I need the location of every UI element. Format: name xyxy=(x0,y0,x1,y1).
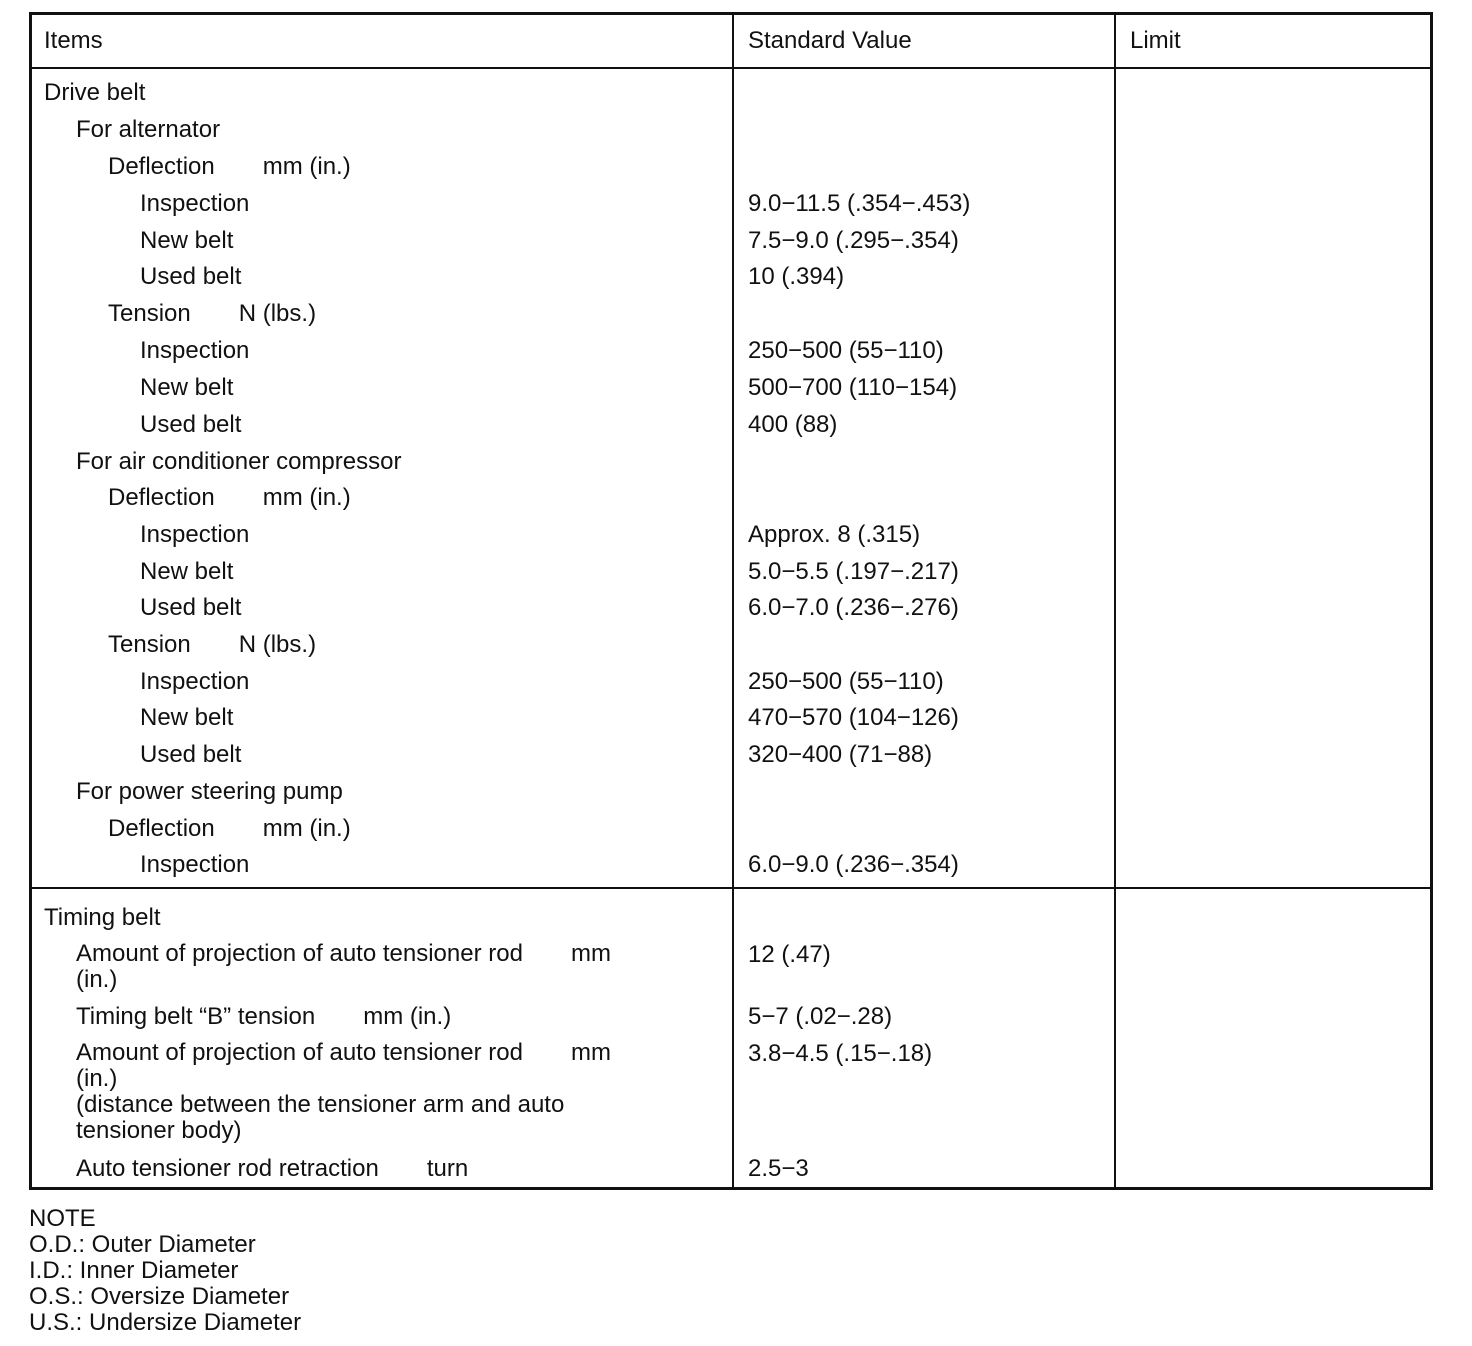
row-label: New belt xyxy=(140,374,234,401)
row-value: 5−7 (.02−.28) xyxy=(748,1003,893,1030)
group-label: Deflection mm (in.) xyxy=(108,815,351,842)
column-divider xyxy=(1114,15,1116,1187)
row-label: Used belt xyxy=(140,594,242,621)
group-label: Deflection mm (in.) xyxy=(108,484,351,511)
note-line: O.D.: Outer Diameter xyxy=(29,1231,256,1258)
row-value: 2.5−3 xyxy=(748,1155,809,1182)
notes xyxy=(29,1206,301,1336)
row-value: 3.8−4.5 (.15−.18) xyxy=(748,1040,933,1067)
note-line: O.S.: Oversize Diameter xyxy=(29,1283,290,1310)
row-label: Used belt xyxy=(140,411,242,438)
row-value: 6.0−7.0 (.236−.276) xyxy=(748,594,959,621)
row-label: New belt xyxy=(140,227,234,254)
section-divider xyxy=(32,887,1430,889)
header-items: Items xyxy=(44,27,103,54)
group-label: Deflection mm (in.) xyxy=(108,153,351,180)
note-line: U.S.: Undersize Diameter xyxy=(29,1309,302,1336)
row-value: 5.0−5.5 (.197−.217) xyxy=(748,558,959,585)
notes-title: NOTE xyxy=(29,1205,96,1232)
subsection-title: For air conditioner compressor xyxy=(76,448,402,475)
row-label: New belt xyxy=(140,558,234,585)
row-label: New belt xyxy=(140,704,234,731)
row-value: Approx. 8 (.315) xyxy=(748,521,921,548)
row-value: 12 (.47) xyxy=(748,941,831,968)
row-label: Inspection xyxy=(140,851,250,878)
row-label: Inspection xyxy=(140,668,250,695)
row-label: Inspection xyxy=(140,337,250,364)
row-value: 250−500 (55−110) xyxy=(748,337,944,364)
row-label: Used belt xyxy=(140,741,242,768)
row-value: 9.0−11.5 (.354−.453) xyxy=(748,190,971,217)
row-label: Used belt xyxy=(140,263,242,290)
column-divider xyxy=(732,15,734,1187)
note-line: I.D.: Inner Diameter xyxy=(29,1257,239,1284)
row-value: 250−500 (55−110) xyxy=(748,668,944,695)
row-value: 7.5−9.0 (.295−.354) xyxy=(748,227,959,254)
row-label: Amount of projection of auto tensioner rod mm (in.) xyxy=(76,940,611,993)
row-value: 320−400 (71−88) xyxy=(748,741,933,768)
row-value: 500−700 (110−154) xyxy=(748,374,958,401)
section-title: Timing belt xyxy=(44,904,161,931)
group-label: Tension N (lbs.) xyxy=(108,631,317,658)
header-divider xyxy=(32,67,1430,69)
header-standard-value: Standard Value xyxy=(748,27,912,54)
spec-table xyxy=(29,12,1433,1190)
header-limit: Limit xyxy=(1130,27,1181,54)
row-label: Inspection xyxy=(140,521,250,548)
row-label: Amount of projection of auto tensioner rod mm (in.) (distance between the tensioner arm and auto tensioner body) xyxy=(76,1039,611,1144)
row-value: 400 (88) xyxy=(748,411,838,438)
row-value: 6.0−9.0 (.236−.354) xyxy=(748,851,959,878)
group-label: Tension N (lbs.) xyxy=(108,300,317,327)
row-label: Inspection xyxy=(140,190,250,217)
subsection-title: For power steering pump xyxy=(76,778,343,805)
subsection-title: For alternator xyxy=(76,116,221,143)
row-value: 470−570 (104−126) xyxy=(748,704,959,731)
section-title: Drive belt xyxy=(44,79,146,106)
row-label: Auto tensioner rod retraction turn xyxy=(76,1155,469,1182)
row-label: Timing belt “B” tension mm (in.) xyxy=(76,1003,452,1030)
row-value: 10 (.394) xyxy=(748,263,845,290)
